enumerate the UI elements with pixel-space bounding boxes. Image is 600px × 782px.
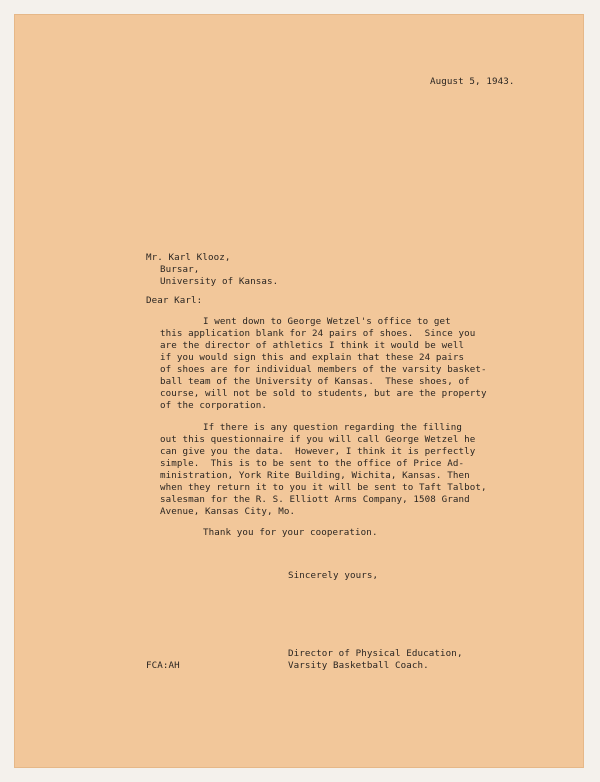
paragraph2-line: If there is any question regarding the filling <box>203 422 463 433</box>
paragraph1-line: of the corporation. <box>160 400 267 411</box>
letter-date: August 5, 1943. <box>430 76 515 87</box>
recipient-line-1: Mr. Karl Klooz, <box>146 252 231 263</box>
paragraph1-line: this application blank for 24 pairs of shoes. Since you <box>160 328 476 339</box>
typist-initials: FCA:AH <box>146 660 180 671</box>
signature-title-line-1: Director of Physical Education, <box>288 648 463 659</box>
paragraph2-line: ministration, York Rite Building, Wichita, Kansas. Then <box>160 470 470 481</box>
paragraph2-line: Avenue, Kansas City, Mo. <box>160 506 296 517</box>
paragraph2-line: salesman for the R. S. Elliott Arms Company, 1508 Grand <box>160 494 470 505</box>
paragraph2-line: can give you the data. However, I think it is perfectly <box>160 446 476 457</box>
paragraph1-line: I went down to George Wetzel's office to get <box>203 316 451 327</box>
paragraph1-line: ball team of the University of Kansas. These shoes, of <box>160 376 470 387</box>
salutation: Dear Karl: <box>146 295 203 306</box>
closing: Sincerely yours, <box>288 570 379 581</box>
signature-title-line-2: Varsity Basketball Coach. <box>288 660 429 671</box>
paragraph1-line: if you would sign this and explain that these 24 pairs <box>160 352 465 363</box>
thanks-line: Thank you for your cooperation. <box>203 527 378 538</box>
paragraph2-line: simple. This is to be sent to the office of Price Ad- <box>160 458 465 469</box>
recipient-line-3: University of Kansas. <box>160 276 279 287</box>
paragraph2-line: when they return it to you it will be sent to Taft Talbot, <box>160 482 487 493</box>
recipient-line-2: Bursar, <box>160 264 200 275</box>
paragraph1-line: are the director of athletics I think it would be well <box>160 340 465 351</box>
paragraph2-line: out this questionnaire if you will call George Wetzel he <box>160 434 476 445</box>
paragraph1-line: course, will not be sold to students, but are the property <box>160 388 487 399</box>
paragraph1-line: of shoes are for individual members of the varsity basket- <box>160 364 487 375</box>
